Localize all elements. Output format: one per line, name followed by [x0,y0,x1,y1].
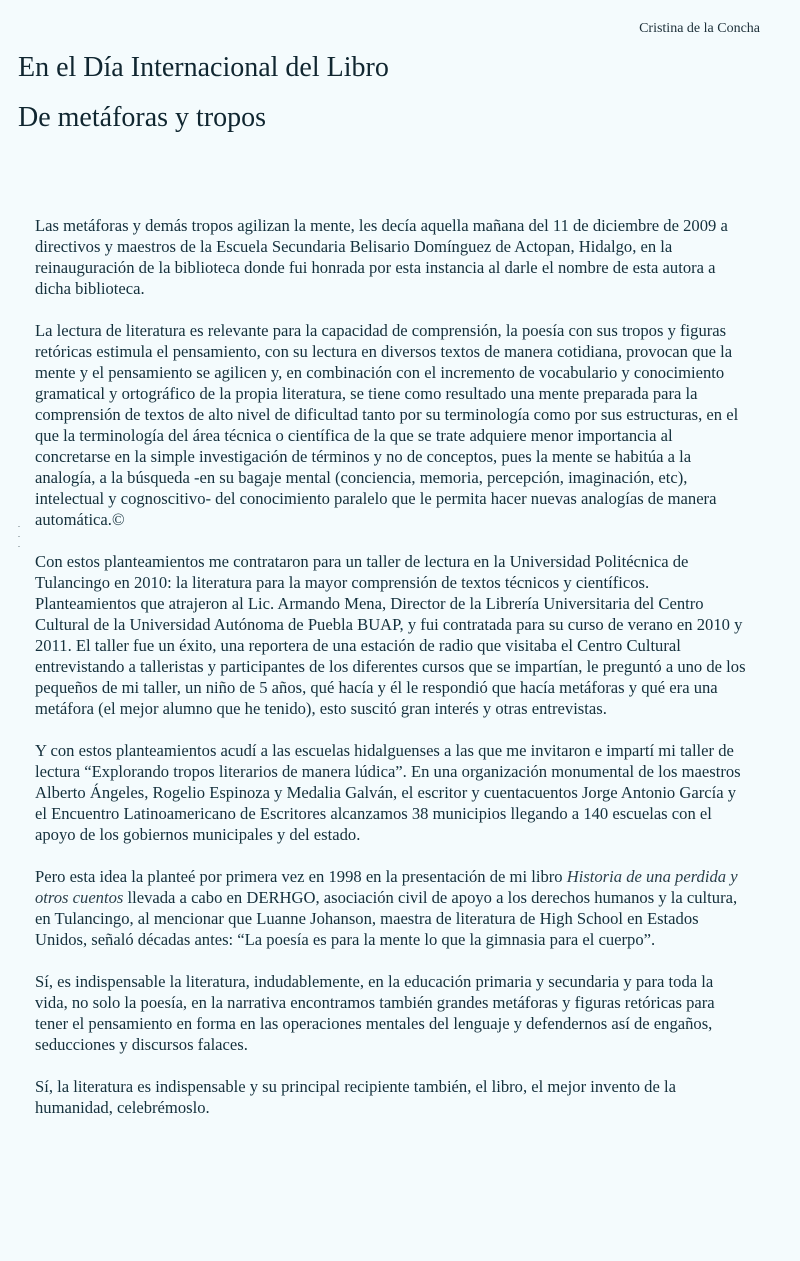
article-title: En el Día Internacional del Libro [18,52,389,83]
paragraph-7: Sí, la literatura es indispensable y su principal recipiente también, el libro, el mejor invento de la humanidad, celebrémoslo. [35,1077,676,1117]
paragraph-2: La lectura de literatura es relevante para la capacidad de comprensión, la poesía con sus tropos y figuras retóricas estimula el pensamiento, con su lectura en diversos textos de manera cotidiana, provocan que la mente y el pensamiento se agilicen y, en combinación con el incremento de vocabulario y conocimiento gramatical y ortográfico de la propia literatura, se tiene como resultado una mente preparada para la comprensión de textos de alto nivel de dificultad tanto por su terminología como por sus estructuras, en el que la terminología del área técnica o científica de la que se trate adquiere menor importancia al concretarse en la simple investigación de términos y no de conceptos, pues la mente se habitúa a la analogía, a la búsqueda -en su bagaje mental (conciencia, memoria, percepción, imaginación, etc), intelectual y cognoscitivo- del conocimiento paralelo que le permita hacer nuevas analogías de manera automática.© [35,321,739,529]
article-subtitle: De metáforas y tropos [18,102,267,133]
paragraph-5 [35,866,747,950]
paragraph-6: Sí, es indispensable la literatura, indudablemente, en la educación primaria y secundaria y para toda la vida, no solo la poesía, en la narrativa encontramos también grandes metáforas y figuras retóricas para tener el pensamiento en forma en las operaciones mentales del lenguaje y defendernos así de engaños, seducciones y discursos falaces. [35,972,715,1054]
paragraph-3: Con estos planteamientos me contrataron para un taller de lectura en la Universidad Politécnica de Tulancingo en 2010: la literatura para la mayor comprensión de textos técnicos y científicos. Planteamientos que atrajeron al Lic. Armando Mena, Director de la Librería Universitaria del Centro Cultural de la Universidad Autónoma de Puebla BUAP, y fui contratada para su curso de verano en 2010 y 2011. El taller fue un éxito, una reportera de una estación de radio que visitaba el Centro Cultural entrevistando a talleristas y participantes de los diferentes cursos que se impartían, le preguntó a uno de los pequeños de mi taller, un niño de 5 años, qué hacía y él le respondió que hacía metáforas y qué era una metáfora (el mejor alumno que he tenido), esto suscitó gran interés y otras entrevistas. [35,552,746,718]
paragraph-5-rest: llevada a cabo en DERHGO, asociación civil de apoyo a los derechos humanos y la cultura, en Tulancingo, al mencionar que Luanne Johanson, maestra de literatura de High School en Estados Unidos, señaló décadas antes: “La poesía es para la mente lo que la gimnasia para el cuerpo”. [35,888,738,949]
paragraph-1: Las metáforas y demás tropos agilizan la mente, les decía aquella mañana del 11 de diciembre de 2009 a directivos y maestros de la Escuela Secundaria Belisario Domínguez de Actopan, Hidalgo, en la reinauguración de la biblioteca donde fui honrada por esta instancia al darle el nombre de esta autora a dicha biblioteca. [35,216,728,298]
book-title: Historia de una perdida y otros cuentos [35,867,738,907]
article-body [35,215,747,1139]
author-name: Cristina de la Concha [639,21,760,36]
margin-dots: . . . [18,520,20,549]
paragraph-5-intro: Pero esta idea la planteé por primera vez en 1998 en la presentación de mi libro [35,867,567,886]
paragraph-4: Y con estos planteamientos acudí a las escuelas hidalguenses a las que me invitaron e impartí mi taller de lectura “Explorando tropos literarios de manera lúdica”. En una organización monumental de los maestros Alberto Ángeles, Rogelio Espinoza y Medalia Galván, el escritor y cuentacuentos Jorge Antonio García y el Encuentro Latinoamericano de Escritores alcanzamos 38 municipios llegando a 140 escuelas con el apoyo de los gobiernos municipales y del estado. [35,741,741,844]
